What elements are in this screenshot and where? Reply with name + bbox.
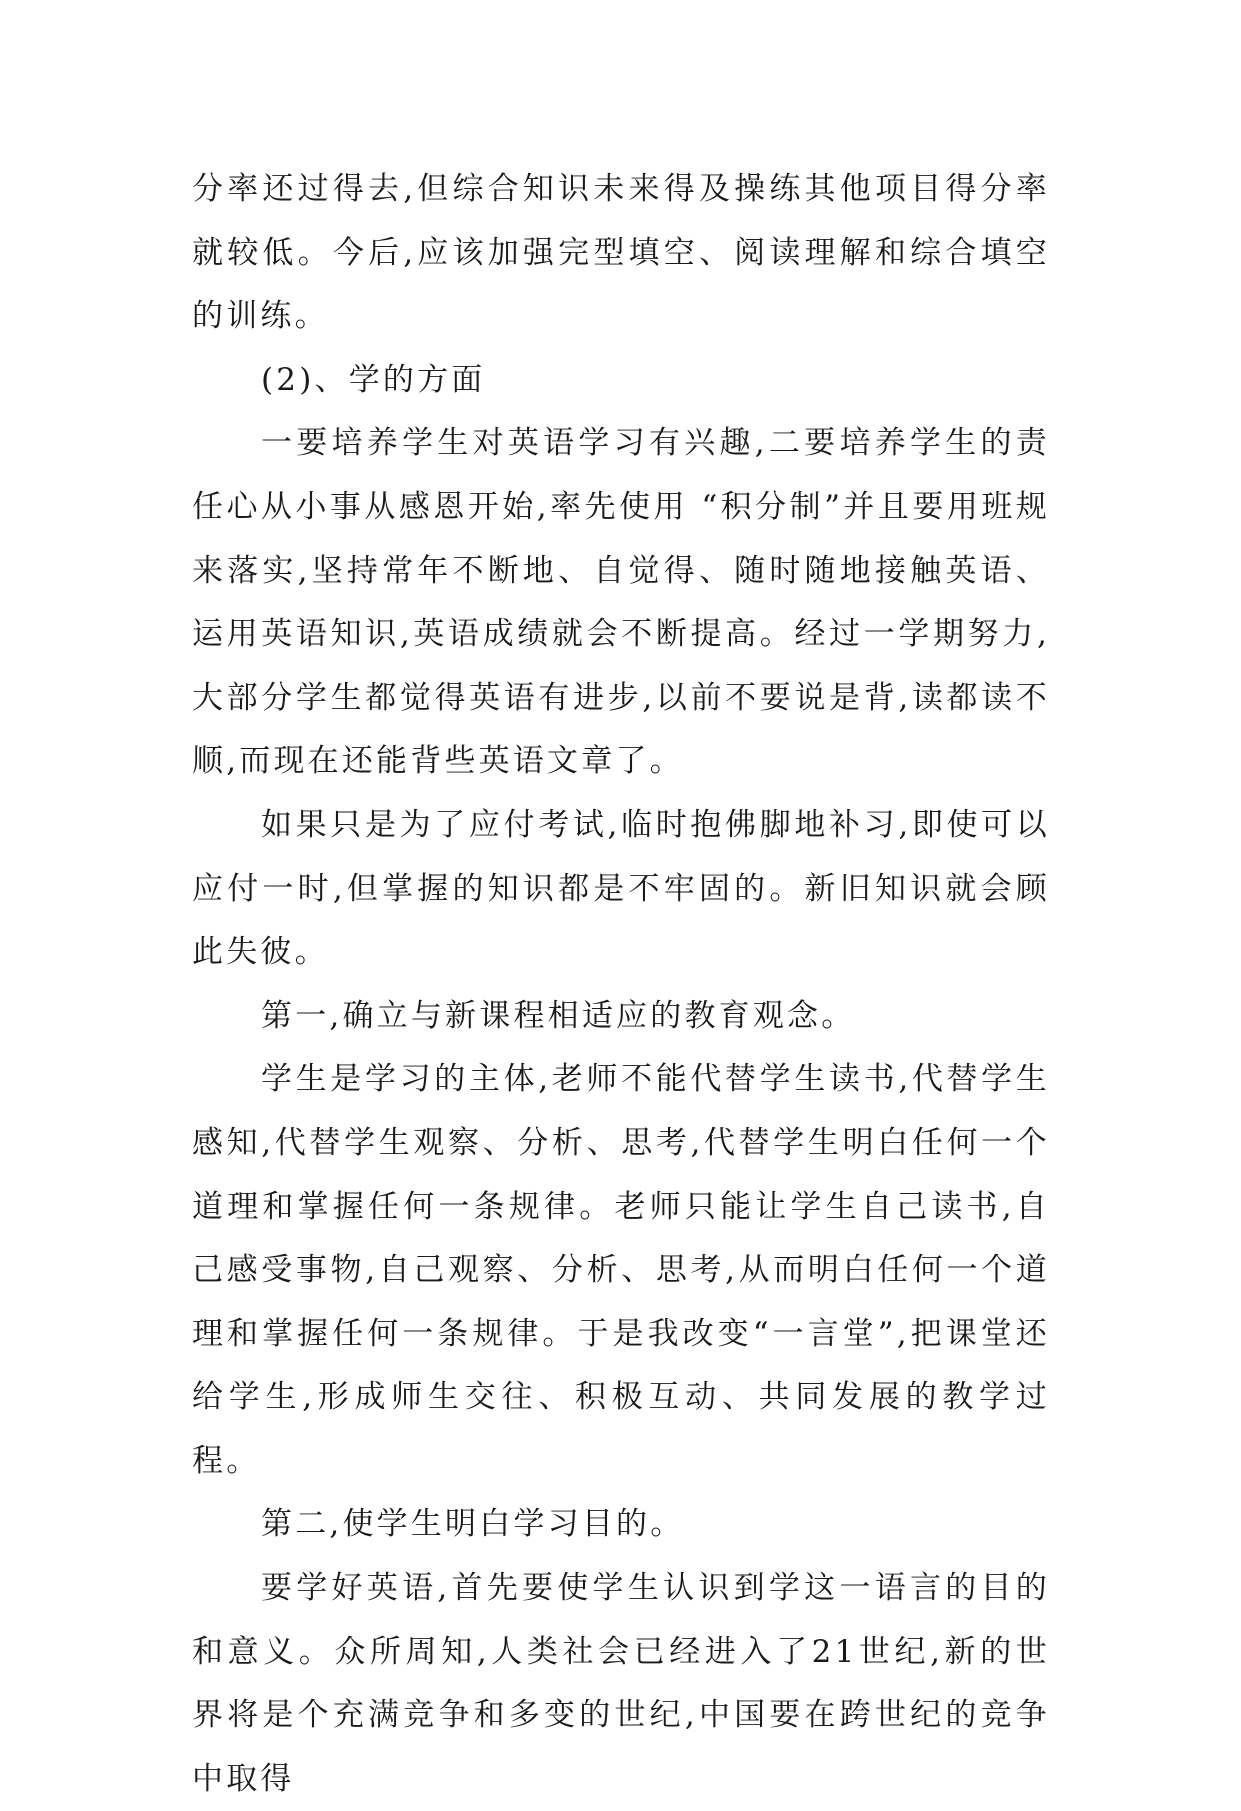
document-page <box>192 158 1050 1811</box>
paragraph-4: 如果只是为了应付考试,临时抱佛脚地补习,即使可以应付一时,但掌握的知识都是不牢固的。新旧知识就会顾此失彼。 <box>192 806 1050 971</box>
paragraph-2-heading: (2)、学的方面 <box>261 361 486 398</box>
paragraph-8: 要学好英语,首先要使学生认识到学这一语言的目的和意义。众所周知,人类社会已经进入了21世纪,新的世界将是个充满竞争和多变的世纪,中国要在跨世纪的竞争中取得 <box>192 1570 1050 1797</box>
paragraph-7-heading: 第二,使学生明白学习目的。 <box>261 1506 685 1543</box>
paragraph-5-heading: 第一,确立与新课程相适应的教育观念。 <box>261 997 856 1034</box>
paragraph-3: 一要培养学生对英语学习有兴趣,二要培养学生的责任心从小事从感恩开始,率先使用 “积分制”并且要用班规来落实,坚持常年不断地、自觉得、随时随地接触英语、运用英语知识,英语成绩就会不断提高。经过一学期努力,大部分学生都觉得英语有进步,以前不要说是背,读都读不顺,而现在还能背些英语文章了。 <box>192 425 1050 780</box>
paragraph-1: 分率还过得去,但综合知识未来得及操练其他项目得分率就较低。今后,应该加强完型填空、阅读理解和综合填空的训练。 <box>192 171 1050 335</box>
paragraph-6: 学生是学习的主体,老师不能代替学生读书,代替学生感知,代替学生观察、分析、思考,代替学生明白任何一个道理和掌握任何一条规律。老师只能让学生自己读书,自己感受事物,自己观察、分析、思考,从而明白任何一个道理和掌握任何一条规律。于是我改变“一言堂”,把课堂还给学生,形成师生交往、积极互动、共同发展的教学过程。 <box>192 1061 1050 1479</box>
